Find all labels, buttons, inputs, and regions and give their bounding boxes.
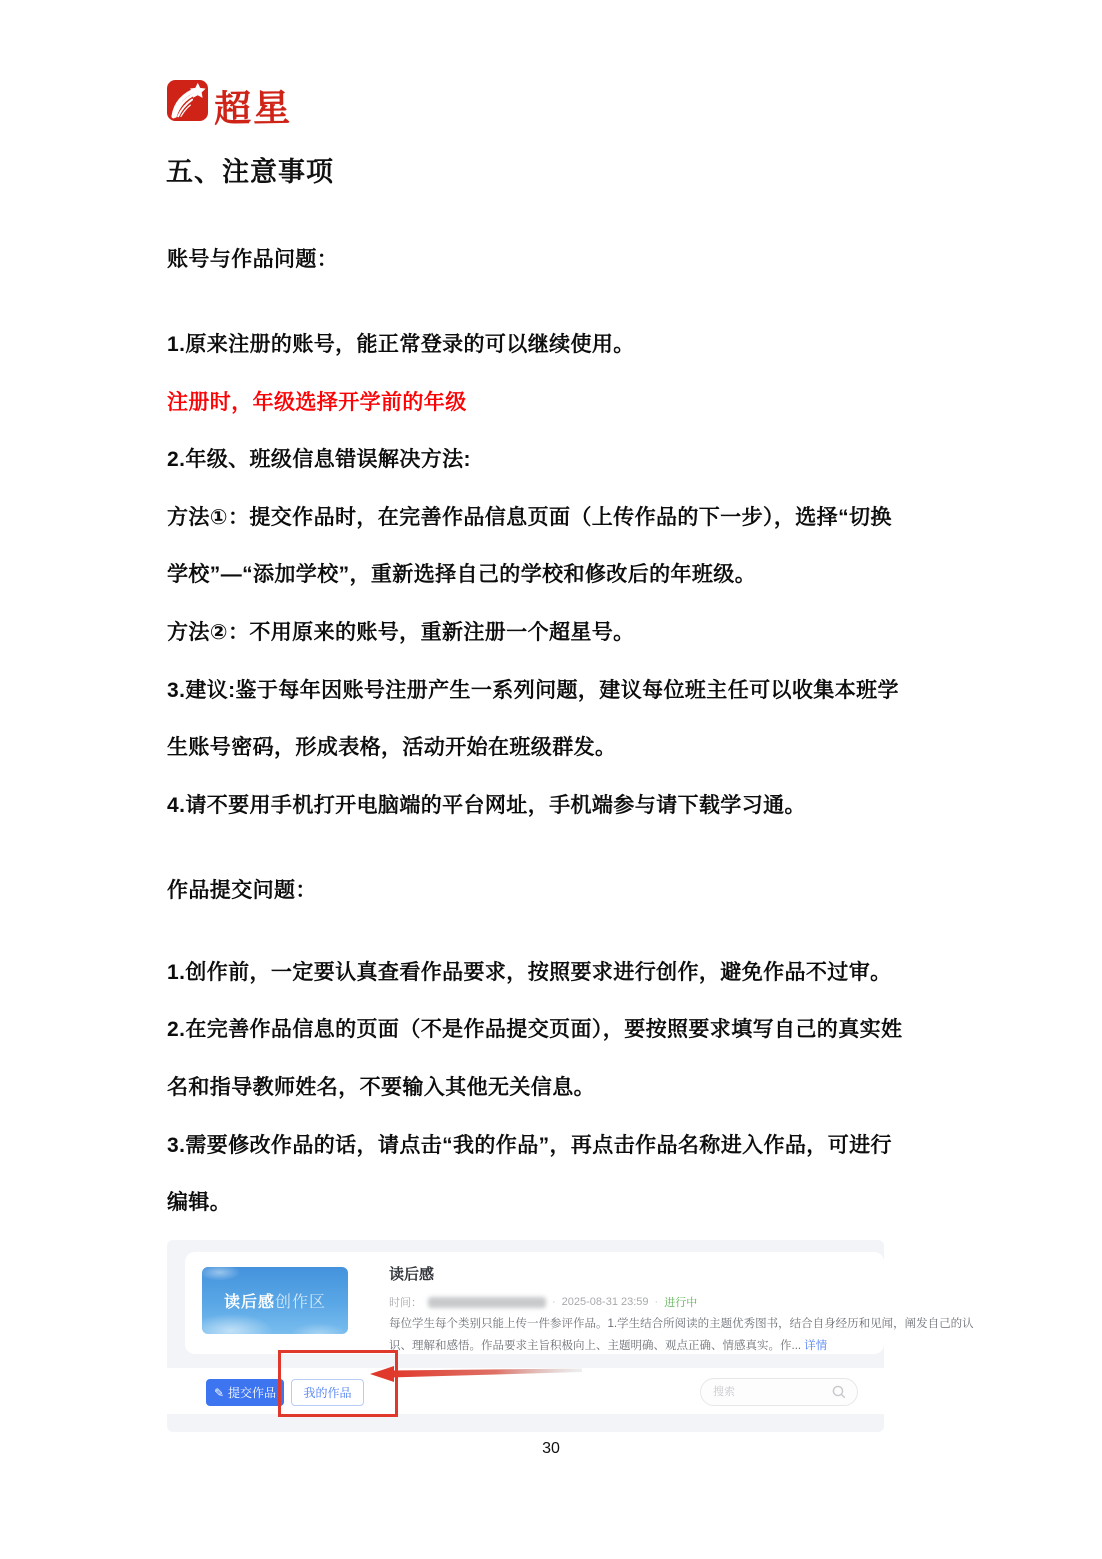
body-line: 编辑。 xyxy=(167,1191,232,1214)
page-title: 五、注意事项 xyxy=(166,157,334,187)
body-line: 2.在完善作品信息的页面（不是作品提交页面），要按照要求填写自己的真实姓 xyxy=(167,1018,903,1041)
search-box[interactable] xyxy=(700,1378,858,1406)
page-number: 30 xyxy=(542,1440,560,1457)
section-heading-submit: 作品提交问题： xyxy=(167,879,317,902)
activity-banner-image xyxy=(202,1267,348,1334)
time-label: 时间： xyxy=(389,1297,422,1309)
chaoxing-logo xyxy=(167,80,292,132)
activity-title: 读后感 xyxy=(389,1266,435,1283)
search-input[interactable] xyxy=(711,1385,831,1399)
chaoxing-logo-icon xyxy=(167,80,208,121)
body-line: 生账号密码，形成表格，活动开始在班级群发。 xyxy=(167,736,617,759)
meta-separator: · xyxy=(552,1296,556,1308)
description-line2: 识、理解和感悟。作品要求主旨积极向上、主题明确、观点正确、情感真实。作... xyxy=(389,1340,805,1352)
body-line: 2.年级、班级信息错误解决方法: xyxy=(167,448,471,471)
banner-title-light: 创作区 xyxy=(275,1294,327,1311)
body-line: 1.原来注册的账号，能正常登录的可以继续使用。 xyxy=(167,333,635,356)
meta-separator: · xyxy=(654,1296,659,1308)
body-line: 3.需要修改作品的话，请点击“我的作品”，再点击作品名称进入作品，可进行 xyxy=(167,1134,892,1157)
deadline-text: 2025-08-31 23:59 xyxy=(561,1296,649,1308)
detail-link[interactable]: 详情 xyxy=(804,1340,828,1352)
body-line: 3.建议:鉴于每年因账号注册产生一系列问题，建议每位班主任可以收集本班学 xyxy=(167,679,899,702)
body-line: 1.创作前，一定要认真查看作品要求，按照要求进行创作，避免作品不过审。 xyxy=(167,961,892,984)
description-line1: 每位学生每个类别只能上传一件参评作品。1.学生结合所阅读的主题优秀图书，结合自身经历和见闻，阐发自己的认 xyxy=(389,1318,974,1330)
activity-card xyxy=(185,1252,974,1354)
body-line: 方法①：提交作品时，在完善作品信息页面（上传作品的下一步），选择“切换 xyxy=(167,506,892,529)
body-line: 名和指导教师姓名，不要输入其他无关信息。 xyxy=(167,1076,595,1099)
my-works-label: 我的作品 xyxy=(303,1386,352,1400)
body-line: 学校”—“添加学校”，重新选择自己的学校和修改后的年班级。 xyxy=(167,563,757,586)
annotation-arrow-icon xyxy=(370,1364,582,1384)
body-line-highlight: 注册时，年级选择开学前的年级 xyxy=(167,391,467,414)
redacted-time-range xyxy=(428,1297,546,1308)
submit-work-label: 提交作品 xyxy=(228,1386,277,1400)
activity-meta-row xyxy=(389,1294,697,1310)
pencil-icon: ✎ xyxy=(213,1385,225,1400)
section-heading-account: 账号与作品问题： xyxy=(167,248,339,271)
submit-work-button[interactable] xyxy=(206,1379,284,1406)
banner-title-bold: 读后感 xyxy=(223,1294,275,1311)
search-icon[interactable] xyxy=(831,1384,847,1400)
body-line: 4.请不要用手机打开电脑端的平台网址，手机端参与请下载学习通。 xyxy=(167,794,806,817)
brand-text: 超星 xyxy=(213,85,293,131)
body-line: 方法②：不用原来的账号，重新注册一个超星号。 xyxy=(167,621,635,644)
status-badge: 进行中 xyxy=(664,1297,698,1309)
activity-description xyxy=(389,1313,974,1357)
platform-screenshot xyxy=(167,1240,974,1432)
